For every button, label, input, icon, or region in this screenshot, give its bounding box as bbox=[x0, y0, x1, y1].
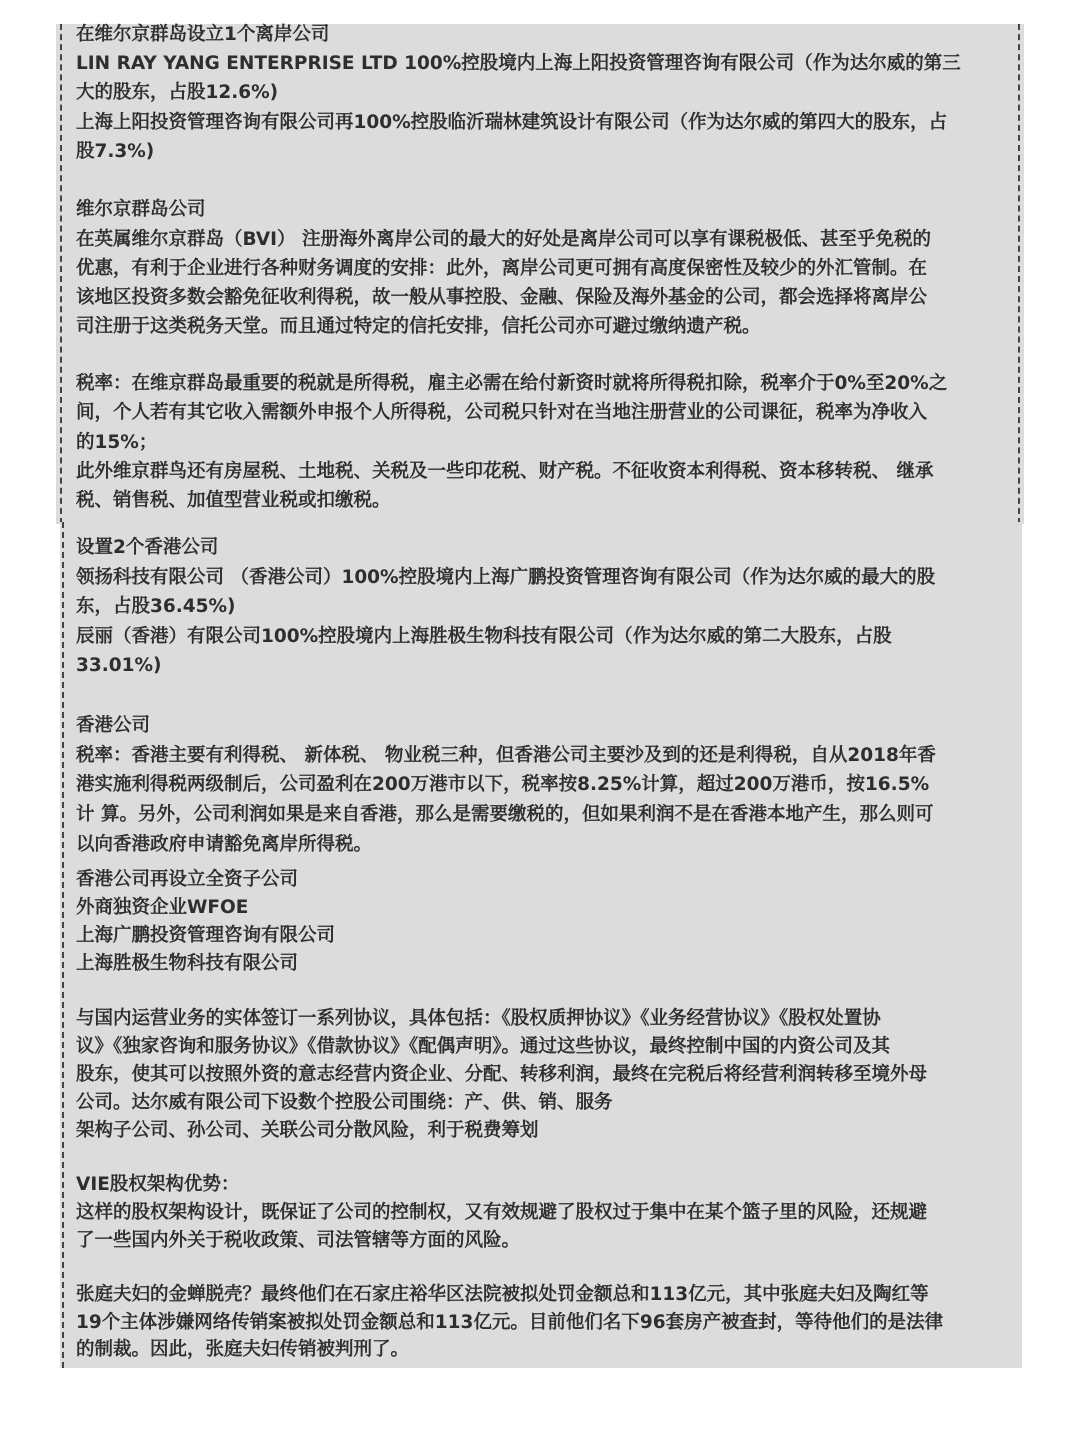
paragraph-line: 港实施利得税两级制后，公司盈利在200万港市以下，税率按8.25%计算，超过200万港币，按16.5% bbox=[76, 774, 930, 795]
heading-hk-company: 香港公司 bbox=[76, 715, 151, 736]
paragraph-line: 大的股东，占股12.6%) bbox=[76, 82, 279, 103]
heading-vie-advantages: VIE股权架构优势： bbox=[76, 1174, 240, 1195]
paragraph-line: LIN RAY YANG ENTERPRISE LTD 100%控股境内上海上阳投资管理咨询有限公司（作为达尔威的第三 bbox=[76, 53, 961, 74]
paragraph-line: 公司。达尔威有限公司下设数个控股公司围绕：产、供、销、服务 bbox=[76, 1092, 613, 1113]
dashed-border-right bbox=[1018, 24, 1020, 524]
paragraph-line: 该地区投资多数会豁免征收利得税，故一般从事控股、金融、保险及海外基金的公司，都会选择将离岸公 bbox=[76, 287, 928, 308]
heading-hk-subsidiary: 香港公司再设立全资子公司 bbox=[76, 869, 299, 890]
paragraph-line: 这样的股权架构设计，既保证了公司的控制权，又有效规避了股权过于集中在某个篮子里的风险，还规避 bbox=[76, 1202, 928, 1223]
paragraph-line: 上海广鹏投资管理咨询有限公司 bbox=[76, 925, 336, 946]
paragraph-line: 的15%； bbox=[76, 432, 158, 453]
paragraph-line: 议》《独家咨询和服务协议》《借款协议》《配偶声明》。通过这些协议，最终控制中国的内资公司及其 bbox=[76, 1036, 891, 1057]
paragraph-line: 的制裁。因此，张庭夫妇传销被判刑了。 bbox=[76, 1339, 410, 1360]
paragraph-line: 张庭夫妇的金蝉脱壳？最终他们在石家庄裕华区法院被拟处罚金额总和113亿元，其中张庭夫妇及陶红等 bbox=[76, 1284, 929, 1305]
paragraph-line: 在英属维尔京群岛（BVI） 注册海外离岸公司的最大的好处是离岸公司可以享有课税极低、甚至乎免税的 bbox=[76, 229, 931, 250]
paragraph-line: 东，占股36.45%) bbox=[76, 596, 236, 617]
paragraph-line: 间，个人若有其它收入需额外申报个人所得税，公司税只针对在当地注册营业的公司课征，税率为净收入 bbox=[76, 402, 928, 423]
paragraph-line: 19个主体涉嫌网络传销案被拟处罚金额总和113亿元。目前他们名下96套房产被查封，等待他们的是法律 bbox=[76, 1312, 944, 1333]
paragraph-line: 与国内运营业务的实体签订一系列协议，具体包括：《股权质押协议》《业务经营协议》《股权处置协 bbox=[76, 1008, 881, 1029]
heading-bvi-setup: 在维尔京群岛设立1个离岸公司 bbox=[76, 24, 330, 45]
paragraph-line: 以向香港政府申请豁免离岸所得税。 bbox=[76, 834, 373, 855]
paragraph-line: 此外维京群鸟还有房屋税、土地税、关税及一些印花税、财产税。不征收资本利得税、资本移转税、 继承 bbox=[76, 461, 934, 482]
dashed-border-left bbox=[62, 522, 64, 1368]
paragraph-line: 税率：香港主要有利得税、 新体税、 物业税三种，但香港公司主要沙及到的还是利得税，自从2018年香 bbox=[76, 745, 936, 766]
paragraph-line: 领扬科技有限公司 （香港公司）100%控股境内上海广鹏投资管理咨询有限公司（作为达尔威的最大的股 bbox=[76, 567, 936, 588]
heading-bvi-company: 维尔京群岛公司 bbox=[76, 199, 206, 220]
paragraph-line: 了一些国内外关于税收政策、司法管辖等方面的风险。 bbox=[76, 1230, 521, 1251]
paragraph-line: 辰丽（香港）有限公司100%控股境内上海胜极生物科技有限公司（作为达尔威的第二大股东，占股 bbox=[76, 626, 892, 647]
paragraph-line: 税、销售税、加值型营业税或扣缴税。 bbox=[76, 490, 391, 511]
paragraph-line: 外商独资企业WFOE bbox=[76, 897, 249, 918]
paragraph-line: 上海上阳投资管理咨询有限公司再100%控股临沂瑞林建筑设计有限公司（作为达尔威的第四大的股东，占 bbox=[76, 112, 948, 133]
paragraph-line: 司注册于这类税务天堂。而且通过特定的信托安排，信托公司亦可避过缴纳遗产税。 bbox=[76, 316, 761, 337]
paragraph-line: 优惠，有利于企业进行各种财务调度的安排：此外，离岸公司更可拥有高度保密性及较少的外汇管制。在 bbox=[76, 258, 928, 279]
heading-hk-setup: 设置2个香港公司 bbox=[76, 537, 219, 558]
paragraph-line: 股7.3%) bbox=[76, 141, 155, 162]
paragraph-line: 股东，使其可以按照外资的意志经营内资企业、分配、转移利润，最终在完税后将经营利润转移至境外母 bbox=[76, 1064, 928, 1085]
paragraph-line: 架构子公司、孙公司、关联公司分散风险，利于税费筹划 bbox=[76, 1120, 539, 1141]
paragraph-line: 33.01%) bbox=[76, 655, 162, 676]
paragraph-line: 税率：在维京群岛最重要的税就是所得税，雇主必需在给付新资时就将所得税扣除，税率介于0%至20%之 bbox=[76, 373, 948, 394]
paragraph-line: 计 算。另外，公司利润如果是来自香港，那么是需要缴税的，但如果利润不是在香港本地产生，那么则可 bbox=[76, 804, 934, 825]
dashed-border-left bbox=[60, 24, 62, 524]
paragraph-line: 上海胜极生物科技有限公司 bbox=[76, 953, 299, 974]
